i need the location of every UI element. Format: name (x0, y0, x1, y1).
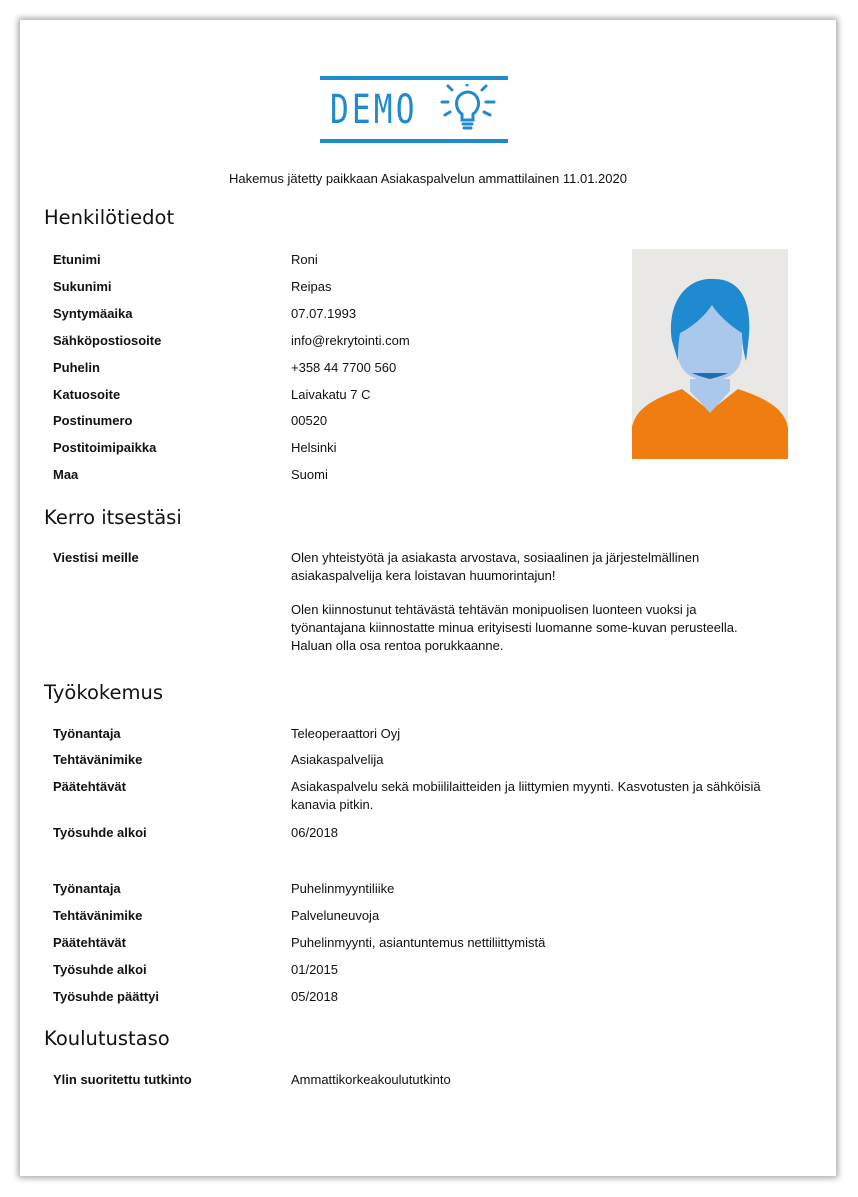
field-label: Tehtävänimike (53, 752, 143, 767)
field-value: Puhelinmyynti, asiantuntemus nettiliittymistä (291, 935, 546, 950)
logo-text: DEMO (330, 87, 418, 133)
field-label: Työsuhde alkoi (53, 962, 147, 977)
message-paragraph: Olen yhteistyötä ja asiakasta arvostava, sosiaalinen ja järjestelmällinen asiakaspalvelija kera loistavan huumorintajun! (291, 550, 700, 583)
field-label: Etunimi (53, 252, 101, 267)
field-label: Puhelin (53, 360, 100, 375)
section-title-about: Kerro itsestäsi (44, 506, 182, 529)
field-value: 01/2015 (291, 962, 338, 977)
field-label: Työsuhde alkoi (53, 825, 147, 840)
field-label: Katuosoite (53, 387, 121, 402)
field-label: Työnantaja (53, 881, 121, 896)
field-value: info@rekrytointi.com (291, 333, 410, 348)
logo-bottom-bar (320, 139, 508, 143)
field-label: Postitoimipaikka (53, 440, 157, 455)
field-value: +358 44 7700 560 (291, 360, 397, 375)
field-value: Roni (291, 252, 318, 267)
field-value: Palveluneuvoja (291, 908, 380, 923)
field-label: Postinumero (53, 413, 133, 428)
field-label: Viestisi meille (53, 550, 139, 565)
application-document (20, 20, 836, 1176)
field-label: Maa (53, 467, 79, 482)
field-label: Tehtävänimike (53, 908, 143, 923)
field-label: Työsuhde päättyi (53, 989, 159, 1004)
field-value: 07.07.1993 (291, 306, 357, 321)
lightbulb-icon (440, 84, 500, 136)
field-value: 00520 (291, 413, 328, 428)
person-avatar-icon (632, 249, 788, 459)
field-value: Helsinki (291, 440, 337, 455)
field-value: Laivakatu 7 C (291, 387, 371, 402)
message-text (291, 549, 761, 671)
field-value: 06/2018 (291, 825, 338, 840)
demo-logo (320, 76, 508, 146)
section-title-personal: Henkilötiedot (44, 206, 175, 229)
field-label: Päätehtävät (53, 935, 126, 950)
field-label: Syntymäaika (53, 306, 133, 321)
field-label: Sähköpostiosoite (53, 333, 162, 348)
logo-top-bar (320, 76, 508, 80)
application-subtitle: Hakemus jätetty paikkaan Asiakaspalvelun ammattilainen 11.01.2020 (229, 171, 627, 186)
field-value: Puhelinmyyntiliike (291, 881, 395, 896)
profile-photo (632, 249, 788, 459)
field-label: Päätehtävät (53, 779, 126, 794)
section-title-experience: Työkokemus (44, 681, 163, 704)
field-label: Sukunimi (53, 279, 112, 294)
field-value: Suomi (291, 467, 328, 482)
field-label: Työnantaja (53, 726, 121, 741)
field-value: Asiakaspalvelija (291, 752, 384, 767)
field-value: Asiakaspalvelu sekä mobiililaitteiden ja liittymien myynti. Kasvotusten ja sähköisiä kanavia pitkin. (291, 779, 761, 812)
field-value: Ammattikorkeakoulututkinto (291, 1072, 451, 1087)
message-paragraph: Olen kiinnostunut tehtävästä tehtävän monipuolisen luonteen vuoksi ja työnantajana kiinnostatte minua erityisesti luomanne some-kuvan perusteella. Haluan olla osa rentoa porukkaanne. (291, 602, 738, 653)
section-title-education: Koulutustaso (44, 1027, 170, 1050)
field-value: Teleoperaattori Oyj (291, 726, 401, 741)
field-value: Reipas (291, 279, 332, 294)
field-value: 05/2018 (291, 989, 338, 1004)
field-label: Ylin suoritettu tutkinto (53, 1072, 192, 1087)
